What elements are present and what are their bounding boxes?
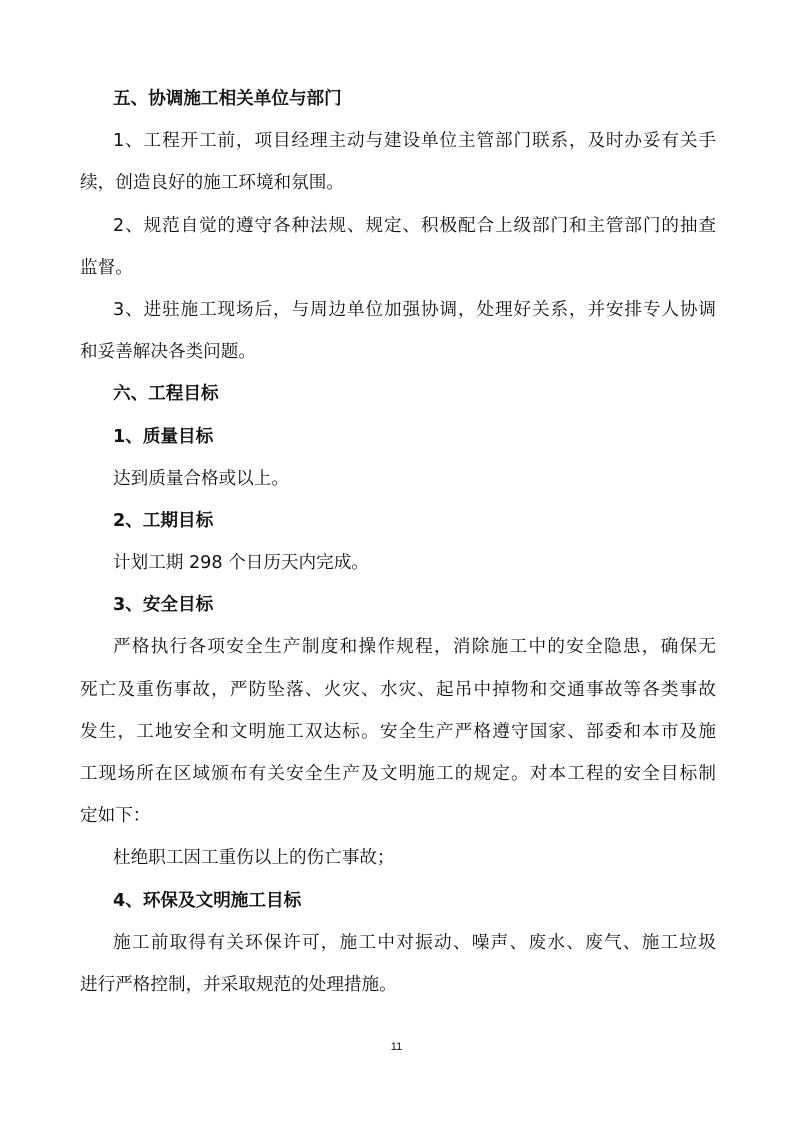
- paragraph-line: 计划工期 298 个日历天内完成。: [113, 553, 369, 574]
- paragraph-line: 施工前取得有关环保许可，施工中对振动、噪声、废水、废气、施工垃圾: [113, 932, 716, 953]
- section-heading: 六、工程目标: [113, 384, 219, 405]
- paragraph-line: 达到质量合格或以上。: [113, 468, 289, 489]
- page-number: 11: [390, 1041, 403, 1053]
- subsection-heading: 4、环保及文明施工目标: [113, 890, 302, 911]
- subsection-heading: 2、工期目标: [113, 510, 214, 531]
- paragraph-line: 工现场所在区域颁布有关安全生产及文明施工的规定。对本工程的安全目标制: [80, 764, 716, 784]
- document-body: [80, 78, 716, 1006]
- paragraph-line: 死亡及重伤事故，严防坠落、火灾、水灾、起吊中掉物和交通事故等各类事故: [80, 679, 716, 700]
- section-heading: 五、协调施工相关单位与部门: [113, 89, 342, 109]
- paragraph-line: 1、工程开工前，项目经理主动与建设单位主管部门联系，及时办妥有关手: [113, 131, 716, 152]
- subsection-heading: 3、安全目标: [113, 595, 214, 616]
- paragraph-line: 监督。: [80, 257, 133, 278]
- paragraph-line: 严格执行各项安全生产制度和操作规程，消除施工中的安全隐患，确保无: [113, 637, 716, 658]
- paragraph-line: 和妥善解决各类问题。: [80, 342, 256, 363]
- paragraph-line: 杜绝职工因工重伤以上的伤亡事故；: [113, 848, 395, 869]
- paragraph-line: 定如下：: [80, 806, 151, 827]
- paragraph-line: 进行严格控制，并采取规范的处理措施。: [80, 974, 397, 995]
- paragraph-line: 2、规范自觉的遵守各种法规、规定、积极配合上级部门和主管部门的抽查: [113, 215, 716, 236]
- paragraph-line: 续，创造良好的施工环境和氛围。: [80, 173, 344, 194]
- paragraph-line: 发生，工地安全和文明施工双达标。安全生产严格遵守国家、部委和本市及施: [80, 721, 716, 742]
- paragraph-line: 3、进驻施工现场后，与周边单位加强协调，处理好关系，并安排专人协调: [113, 299, 716, 320]
- subsection-heading: 1、质量目标: [113, 426, 214, 447]
